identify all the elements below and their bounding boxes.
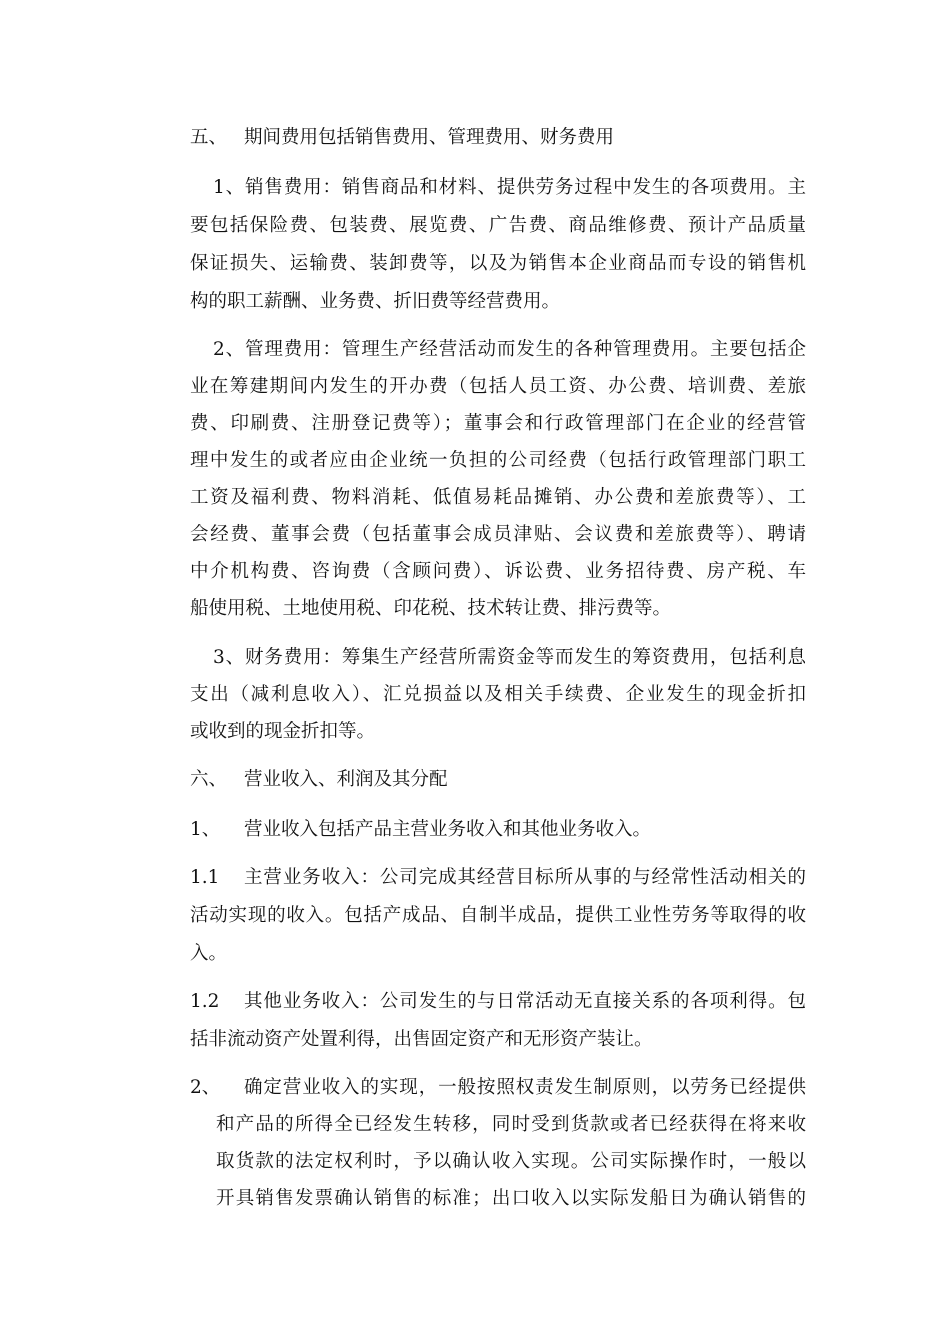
paragraph-line: [190, 904, 806, 928]
paragraph-line: [190, 486, 806, 510]
paragraph-line: [190, 1028, 653, 1052]
item-1-text: 营业收入包括产品主营业务收入和其他业务收入。: [244, 819, 652, 840]
paragraph-line-text-wrap: [244, 1076, 806, 1100]
paragraph-line-text: 主营业务收入：公司完成其经营目标所从事的与经常性活动相关的: [244, 867, 806, 888]
paragraph-line-text-wrap: [244, 990, 806, 1014]
paragraph-line: [190, 523, 806, 547]
paragraph-line-text: 3、财务费用：筹集生产经营所需资金等而发生的筹资费用，包括利息: [213, 647, 806, 668]
paragraph-line-text: 括非流动资产处置利得，出售固定资产和无形资产装让。: [190, 1029, 653, 1050]
paragraph-line: [213, 338, 806, 362]
paragraph-line-text: 会经费、董事会费（包括董事会成员津贴、会议费和差旅费等）、聘请: [190, 524, 806, 545]
paragraph-line: [190, 214, 806, 238]
paragraph-line-text: 入。: [190, 943, 228, 964]
paragraph-line-text: 船使用税、土地使用税、印花税、技术转让费、排污费等。: [190, 598, 672, 619]
paragraph-line-text: 1、销售费用：销售商品和材料、提供劳务过程中发生的各项费用。主: [213, 177, 806, 198]
item-1-number: 1、: [190, 819, 221, 840]
paragraph-line: [216, 1187, 806, 1211]
paragraph-line-text: 保证损失、运输费、装卸费等，以及为销售本企业商品而专设的销售机: [190, 253, 806, 274]
paragraph-line-text-wrap: [244, 866, 806, 890]
paragraph-line-text: 费、印刷费、注册登记费等）；董事会和行政管理部门在企业的经营管: [190, 413, 806, 434]
paragraph-line: [190, 449, 806, 473]
paragraph-line-text: 中介机构费、咨询费（含顾问费）、诉讼费、业务招待费、房产税、车: [190, 561, 806, 582]
paragraph-line-text: 和产品的所得全已经发生转移，同时受到货款或者已经获得在将来收: [216, 1114, 806, 1135]
paragraph-line: [213, 646, 806, 670]
section-6-title: 营业收入、利润及其分配: [244, 769, 448, 790]
paragraph-line-text: 活动实现的收入。包括产成品、自制半成品，提供工业性劳务等取得的收: [190, 905, 806, 926]
paragraph-line-text: 理中发生的或者应由企业统一负担的公司经费（包括行政管理部门职工: [190, 450, 806, 471]
paragraph-line-text: 取货款的法定权利时，予以确认收入实现。公司实际操作时，一般以: [216, 1151, 806, 1172]
section-5-number: 五、: [190, 127, 228, 148]
paragraph-line: [190, 597, 671, 621]
paragraph-line: [190, 942, 227, 966]
paragraph-line: [216, 1150, 806, 1174]
paragraph-line: [213, 176, 806, 200]
paragraph-line-text: 2、管理费用：管理生产经营活动而发生的各种管理费用。主要包括企: [213, 339, 806, 360]
paragraph-line-text: 构的职工薪酬、业务费、折旧费等经营费用。: [190, 291, 561, 312]
paragraph-line: [190, 683, 806, 707]
paragraph-line-text: 工资及福利费、物料消耗、低值易耗品摊销、办公费和差旅费等）、工: [190, 487, 806, 508]
paragraph-line: [190, 252, 806, 276]
paragraph-line: [190, 412, 806, 436]
section-5-title: 期间费用包括销售费用、管理费用、财务费用: [244, 127, 615, 148]
paragraph-line-text: 要包括保险费、包装费、展览费、广告费、商品维修费、预计产品质量: [190, 215, 806, 236]
item-1-2-number: 1.2: [190, 991, 220, 1012]
paragraph-line-text: 开具销售发票确认销售的标准；出口收入以实际发船日为确认销售的: [216, 1188, 806, 1209]
item-1-1-number: 1.1: [190, 867, 220, 888]
paragraph-line-text: 确定营业收入的实现，一般按照权责发生制原则，以劳务已经提供: [244, 1077, 806, 1098]
paragraph-line: [190, 720, 375, 744]
item-2-number: 2、: [190, 1077, 221, 1098]
paragraph-line: [190, 375, 806, 399]
section-6-number: 六、: [190, 769, 228, 790]
paragraph-line-text: 业在筹建期间内发生的开办费（包括人员工资、办公费、培训费、差旅: [190, 376, 806, 397]
paragraph-line: [190, 290, 560, 314]
paragraph-line-text: 支出（减利息收入）、汇兑损益以及相关手续费、企业发生的现金折扣: [190, 684, 806, 705]
paragraph-line-text: 或收到的现金折扣等。: [190, 721, 376, 742]
paragraph-line-text: 其他业务收入：公司发生的与日常活动无直接关系的各项利得。包: [244, 991, 806, 1012]
paragraph-line: [190, 560, 806, 584]
paragraph-line: [216, 1113, 806, 1137]
